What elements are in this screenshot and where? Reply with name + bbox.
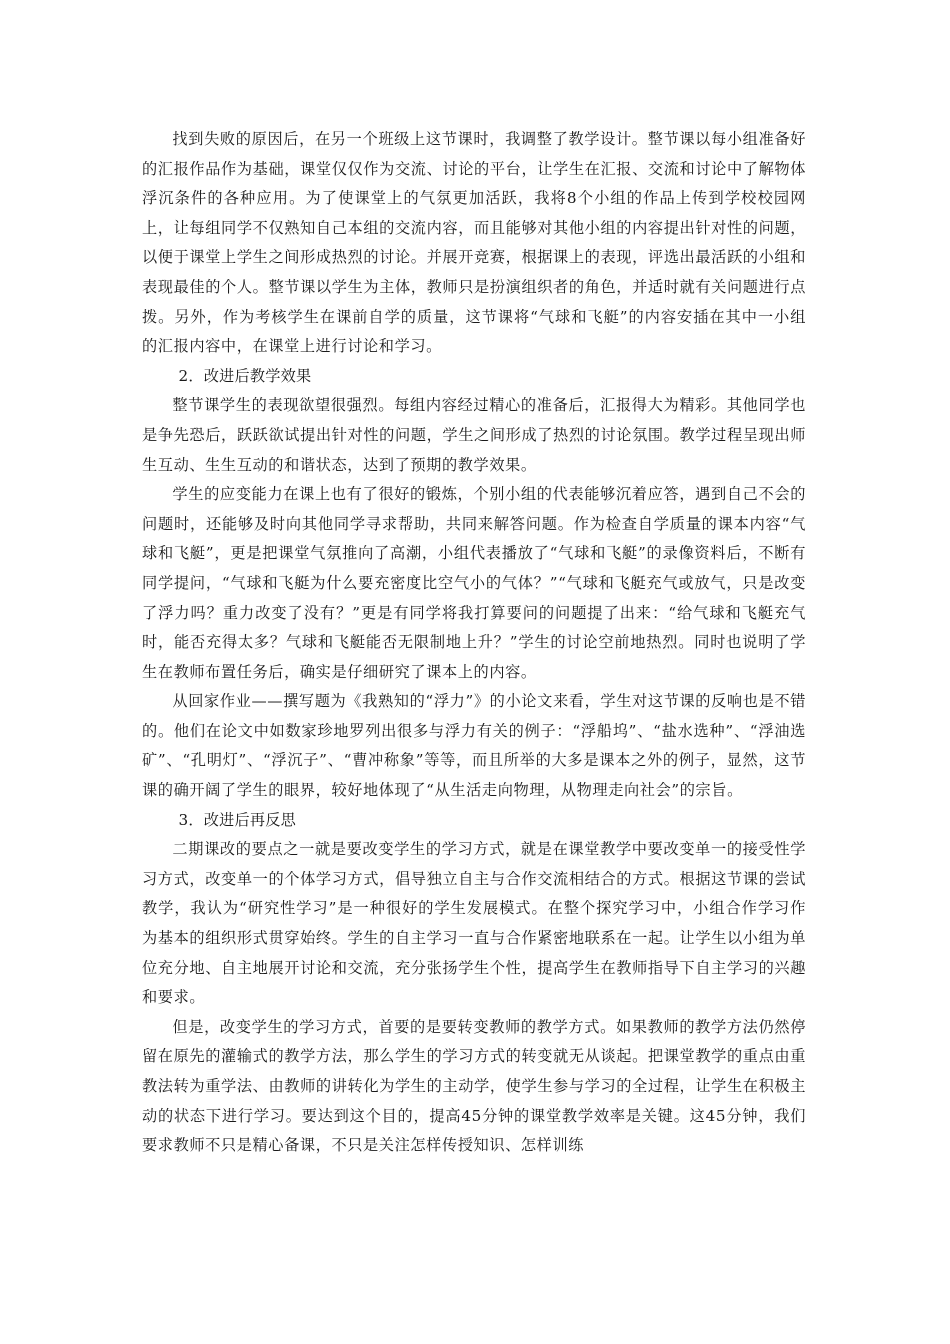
paragraph-homework-feedback: 从回家作业——撰写题为《我熟知的“浮力”》的小论文来看，学生对这节课的反响也是不错的。他们在论文中如数家珍地罗列出很多与浮力有关的例子：“浮船坞”、“盐水选种”、“浮油选矿”、“孔明灯”、“浮沉子”、“曹冲称象”等等，而且所举的大多是课本之外的例子，显然，这节课的确开阔了学生的眼界，较好地体现了“从生活走向物理，从物理走向社会”的宗旨。 bbox=[142, 692, 806, 800]
section-heading-reflection: 3．改进后再反思 bbox=[178, 810, 297, 829]
paragraph-learning-style: 二期课改的要点之一就是要改变学生的学习方式，就是在课堂教学中要改变单一的接受性学习方式，改变单一的个体学习方式，倡导独立自主与合作交流相结合的方式。根据这节课的尝试教学，我认为“研究性学习”是一种很好的学生发展模式。在整个探究学习中，小组合作学习作为基本的组织形式贯穿始终。学生的自主学习一直与合作紧密地联系在一起。让学生以小组为单位充分地、自主地展开讨论和交流，充分张扬学生个性，提高学生在教师指导下自主学习的兴趣和要求。 bbox=[142, 840, 806, 1007]
paragraph-teaching-method: 但是，改变学生的学习方式，首要的是要转变教师的教学方式。如果教师的教学方法仍然停留在原先的灌输式的教学方法，那么学生的学习方式的转变就无从谈起。把课堂教学的重点由重教法转为重学法、由教师的讲转化为学生的主动学，使学生参与学习的全过程，让学生在积极主动的状态下进行学习。要达到这个目的，提高45分钟的课堂教学效率是关键。这45分钟，我们要求教师不只是精心备课，不只是关注怎样传授知识、怎样训练 bbox=[142, 1017, 806, 1155]
section-heading-effect: 2．改进后教学效果 bbox=[178, 366, 312, 385]
paragraph-class-performance: 整节课学生的表现欲望很强烈。每组内容经过精心的准备后，汇报得大为精彩。其他同学也是争先恐后，跃跃欲试提出针对性的问题，学生之间形成了热烈的讨论氛围。教学过程呈现出师生互动、生生互动的和谐状态，达到了预期的教学效果。 bbox=[142, 396, 806, 474]
paragraph-revised-design: 找到失败的原因后，在另一个班级上这节课时，我调整了教学设计。整节课以每小组准备好的汇报作品作为基础，课堂仅仅作为交流、讨论的平台，让学生在汇报、交流和讨论中了解物体浮沉条件的各种应用。为了使课堂上的气氛更加活跃，我将8个小组的作品上传到学校校园网上，让每组同学不仅熟知自己本组的交流内容，而且能够对其他小组的内容提出针对性的问题，以便于课堂上学生之间形成热烈的讨论。并展开竞赛，根据课上的表现，评选出最活跃的小组和表现最佳的个人。整节课以学生为主体，教师只是扮演组织者的角色，并适时就有关问题进行点拨。另外，作为考核学生在课前自学的质量，这节课将“气球和飞艇”的内容安插在其中一小组的汇报内容中，在课堂上进行讨论和学习。 bbox=[142, 130, 806, 356]
paragraph-adaptability: 学生的应变能力在课上也有了很好的锻炼，个别小组的代表能够沉着应答，遇到自己不会的问题时，还能够及时向其他同学寻求帮助，共同来解答问题。作为检查自学质量的课本内容“气球和飞艇”，更是把课堂气氛推向了高潮，小组代表播放了“气球和飞艇”的录像资料后，不断有同学提问，“气球和飞艇为什么要充密度比空气小的气体？”“气球和飞艇充气或放气，只是改变了浮力吗？重力改变了没有？”更是有同学将我打算要问的问题提了出来：“给气球和飞艇充气时，能否充得太多？气球和飞艇能否无限制地上升？”学生的讨论空前地热烈。同时也说明了学生在教师布置任务后，确实是仔细研究了课本上的内容。 bbox=[142, 485, 806, 681]
document-body bbox=[142, 125, 806, 1161]
